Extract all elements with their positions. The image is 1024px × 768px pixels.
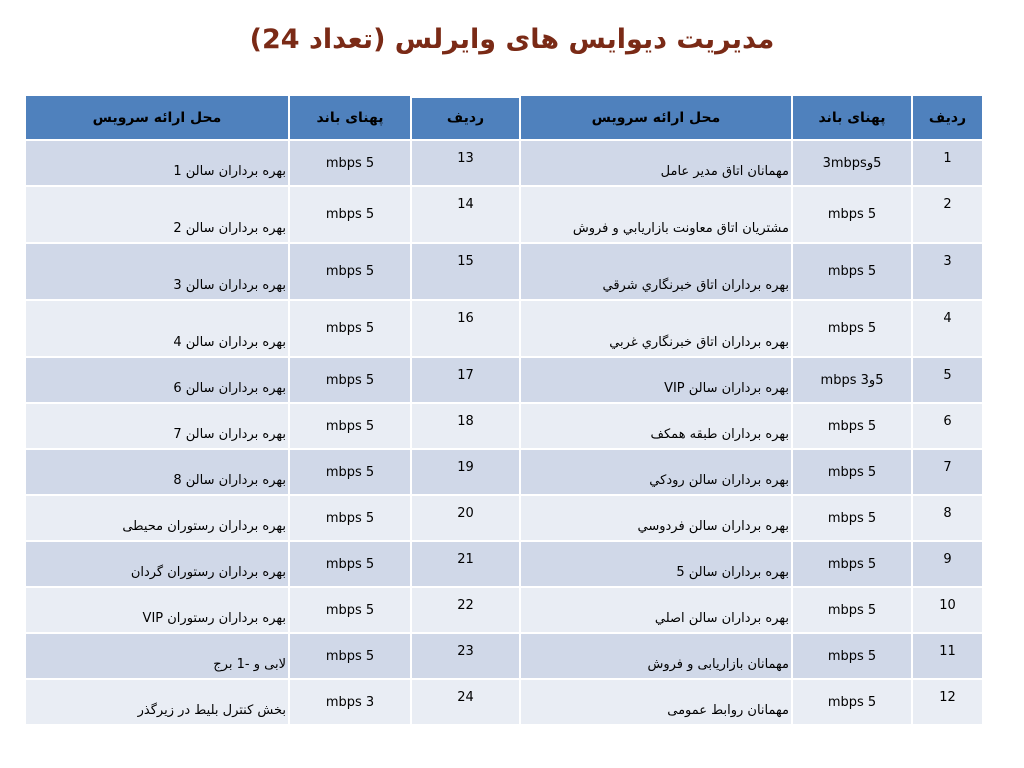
row-number-cell: 10 — [912, 587, 983, 633]
row-number-cell: 4 — [912, 300, 983, 357]
service-location-cell: بهره برداران سالن 5 — [520, 541, 792, 587]
table-row — [25, 300, 983, 357]
service-location-cell: بهره برداران سالن فردوسي — [520, 495, 792, 541]
row-number-cell: 7 — [912, 449, 983, 495]
bandwidth-cell: 5 mbps — [289, 300, 411, 357]
bandwidth-cell: 5 mbps — [792, 679, 912, 725]
page-title: مدیریت دیوایس های وایرلس (تعداد 24) — [249, 24, 775, 55]
row-number-cell: 1 — [912, 140, 983, 186]
table-row — [25, 633, 983, 679]
table-row — [25, 140, 983, 186]
service-location-cell: بهره برداران سالن 6 — [25, 357, 289, 403]
row-number-cell: 9 — [912, 541, 983, 587]
bandwidth-cell: 3 mbps — [289, 679, 411, 725]
bandwidth-cell: 5 mbps — [792, 587, 912, 633]
bandwidth-cell: 5 mbps — [792, 300, 912, 357]
table-row — [25, 357, 983, 403]
row-number-cell: 2 — [912, 186, 983, 243]
service-location-cell: بهره برداران سالن رودكي — [520, 449, 792, 495]
bandwidth-cell: 5و3mbps — [792, 140, 912, 186]
bandwidth-cell: 5 mbps — [289, 495, 411, 541]
header-row-number-left: ردیف — [411, 95, 520, 140]
row-number-cell: 13 — [411, 140, 520, 186]
table-row — [25, 403, 983, 449]
bandwidth-cell: 5 mbps — [289, 449, 411, 495]
bandwidth-cell: 5 mbps — [792, 449, 912, 495]
row-number-cell: 20 — [411, 495, 520, 541]
bandwidth-cell: 5 mbps — [289, 357, 411, 403]
table-body — [25, 140, 983, 725]
bandwidth-cell: 5 mbps — [289, 633, 411, 679]
table-row — [25, 495, 983, 541]
bandwidth-cell: 5 mbps — [289, 186, 411, 243]
service-location-cell: بهره برداران سالن 1 — [25, 140, 289, 186]
service-location-cell: بهره برداران رستوران محیطی — [25, 495, 289, 541]
row-number-cell: 16 — [411, 300, 520, 357]
service-location-cell: بهره برداران سالن 3 — [25, 243, 289, 300]
service-location-cell: بهره برداران سالن 4 — [25, 300, 289, 357]
bandwidth-cell: 5 mbps — [289, 243, 411, 300]
row-number-cell: 14 — [411, 186, 520, 243]
row-number-cell: 24 — [411, 679, 520, 725]
service-location-cell: بهره برداران رستوران VIP — [25, 587, 289, 633]
table-header-row — [25, 95, 983, 140]
bandwidth-cell: 5 mbps — [289, 140, 411, 186]
bandwidth-cell: 5 mbps — [792, 495, 912, 541]
header-bandwidth-right: پهنای باند — [792, 95, 912, 140]
service-location-cell: بهره برداران اتاق خبرنگاري شرقي — [520, 243, 792, 300]
service-location-cell: مهمانان اتاق مدیر عامل — [520, 140, 792, 186]
header-service-location-left: محل ارائه سرویس — [25, 95, 289, 140]
table-row — [25, 587, 983, 633]
service-location-cell: بهره برداران سالن اصلي — [520, 587, 792, 633]
bandwidth-cell: 5 mbps — [792, 403, 912, 449]
bandwidth-cell: 5 mbps — [792, 541, 912, 587]
service-location-cell: مشتريان اتاق معاونت بازاريابي و فروش — [520, 186, 792, 243]
row-number-cell: 17 — [411, 357, 520, 403]
service-location-cell: بهره برداران سالن 8 — [25, 449, 289, 495]
header-bandwidth-left: پهنای باند — [289, 95, 411, 140]
table-row — [25, 679, 983, 725]
bandwidth-cell: 5و3 mbps — [792, 357, 912, 403]
bandwidth-cell: 5 mbps — [289, 541, 411, 587]
row-number-cell: 8 — [912, 495, 983, 541]
service-location-cell: بهره برداران سالن 2 — [25, 186, 289, 243]
table-row — [25, 449, 983, 495]
service-location-cell: بهره برداران رستوران گردان — [25, 541, 289, 587]
bandwidth-cell: 5 mbps — [289, 403, 411, 449]
table-row — [25, 186, 983, 243]
service-location-cell: بهره برداران سالن 7 — [25, 403, 289, 449]
bandwidth-cell: 5 mbps — [792, 186, 912, 243]
row-number-cell: 23 — [411, 633, 520, 679]
row-number-cell: 6 — [912, 403, 983, 449]
header-service-location-right: محل ارائه سرویس — [520, 95, 792, 140]
row-number-cell: 19 — [411, 449, 520, 495]
row-number-cell: 18 — [411, 403, 520, 449]
devices-table — [24, 94, 984, 726]
service-location-cell: لابی و -1 برج — [25, 633, 289, 679]
header-row-number-right: ردیف — [912, 95, 983, 140]
bandwidth-cell: 5 mbps — [289, 587, 411, 633]
service-location-cell: مهمانان روابط عمومی — [520, 679, 792, 725]
service-location-cell: بهره برداران اتاق خبرنگاري غربي — [520, 300, 792, 357]
row-number-cell: 11 — [912, 633, 983, 679]
bandwidth-cell: 5 mbps — [792, 243, 912, 300]
row-number-cell: 12 — [912, 679, 983, 725]
service-location-cell: مهمانان بازاریابی و فروش — [520, 633, 792, 679]
row-number-cell: 15 — [411, 243, 520, 300]
row-number-cell: 3 — [912, 243, 983, 300]
table-row — [25, 243, 983, 300]
row-number-cell: 5 — [912, 357, 983, 403]
table-row — [25, 541, 983, 587]
row-number-cell: 21 — [411, 541, 520, 587]
service-location-cell: بهره برداران سالن VIP — [520, 357, 792, 403]
service-location-cell: بخش کنترل بلیط در زیرگذر — [25, 679, 289, 725]
service-location-cell: بهره برداران طبقه همکف — [520, 403, 792, 449]
bandwidth-cell: 5 mbps — [792, 633, 912, 679]
row-number-cell: 22 — [411, 587, 520, 633]
